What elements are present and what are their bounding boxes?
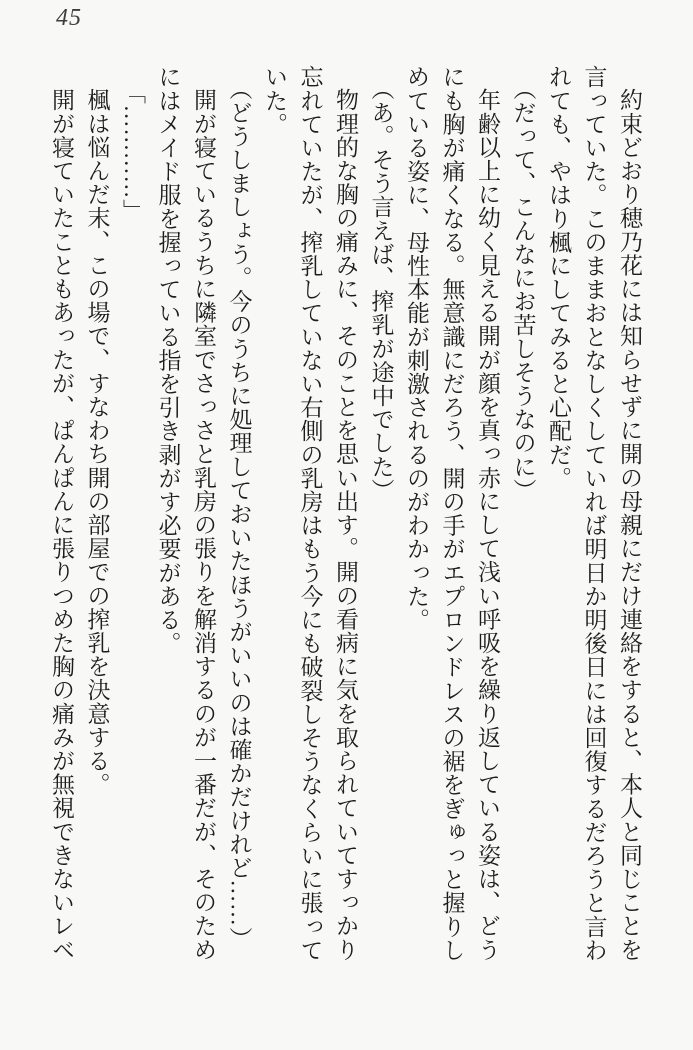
text-line: （あ。そう言えば、搾乳が途中でした） — [368, 76, 394, 502]
text-line: （だって、こんなにお苦しそうなのに） — [510, 76, 536, 502]
text-line: にも胸が痛くなる。無意識にだろう、開の手がエプロンドレスの裾をぎゅっと握りし — [439, 65, 465, 962]
text-line: 開が寝ているうちに隣室でさっさと乳房の張りを解消するのが一番だが、そのため — [191, 88, 216, 962]
text-line: 約束どおり穂乃花には知らせずに開の母親にだけ連絡をすると、本人と同じことを — [617, 88, 642, 962]
text-line: れても、やはり楓にしてみると心配だ。 — [546, 65, 571, 490]
body-text — [44, 65, 648, 965]
page-number: 45 — [56, 5, 82, 31]
text-line: 「…………」 — [120, 81, 145, 223]
text-line: いた。 — [262, 65, 287, 136]
text-line: 忘れていたが、搾乳していない右側の乳房はもう今にも破裂しそうなくらいに張って — [297, 65, 323, 962]
text-line: 年齢以上に幼く見える開が顔を真っ赤にして浅い呼吸を繰り返している姿は、どう — [475, 88, 500, 962]
text-line: （どうしましょう。今のうちに処理しておいたほうがいいのは確かだけれど……） — [226, 76, 252, 950]
text-line: にはメイド服を握っている指を引き剥がす必要がある。 — [155, 65, 181, 655]
text-line: 開が寝ていたこともあったが、ぱんぱんに張りつめた胸の痛みが無視できないレベ — [49, 88, 74, 962]
text-line: 言っていた。このままおとなしくしていれば明日か明後日には回復するだろうと言わ — [581, 65, 607, 962]
text-line: めている姿に、母性本能が刺激されるのがわかった。 — [404, 65, 429, 632]
text-line: 物理的な胸の痛みに、そのことを思い出す。開の看病に気を取られていてすっかり — [333, 88, 358, 962]
text-line: 楓は悩んだ末、この場で、すなわち開の部屋での搾乳を決意する。 — [84, 88, 110, 796]
